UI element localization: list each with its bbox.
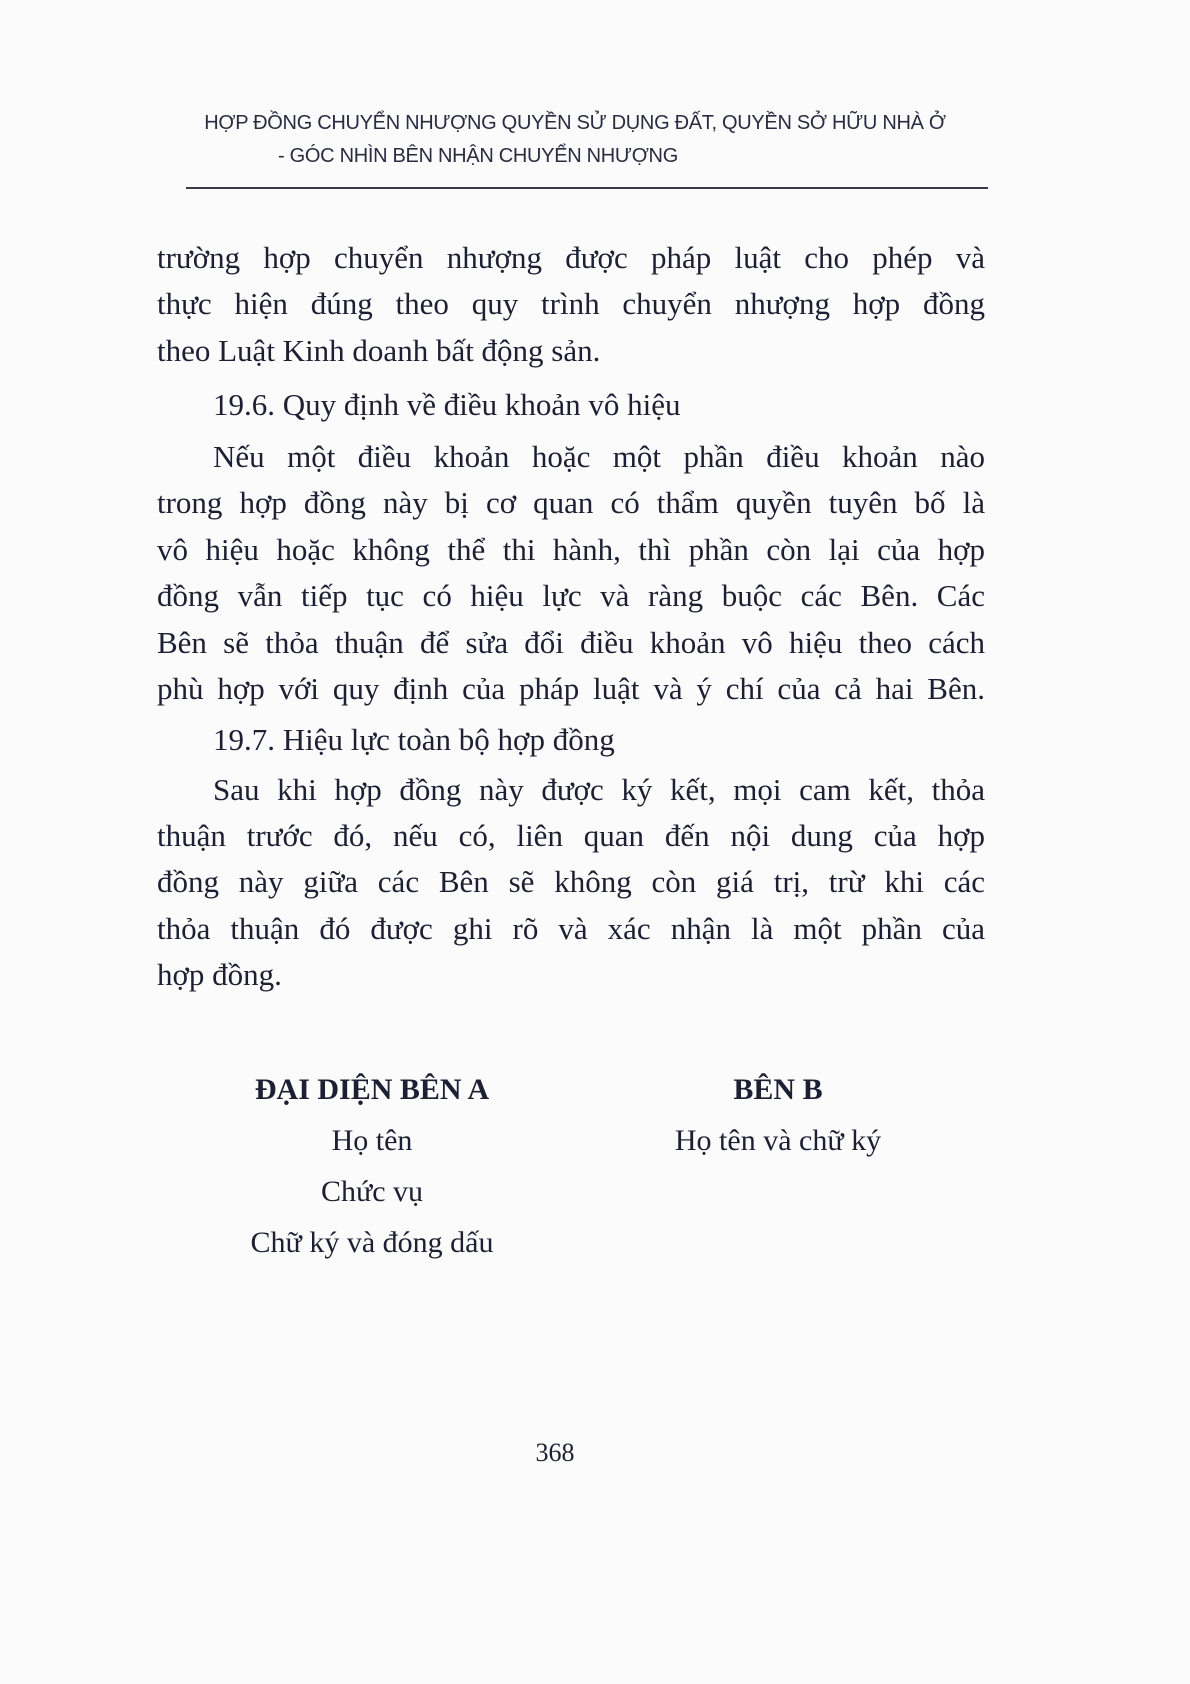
body-line: Nếu một điều khoản hoặc một phần điều khoản nào bbox=[213, 439, 985, 474]
body-line: đồng này giữa các Bên sẽ không còn giá trị, trừ khi các bbox=[157, 864, 985, 899]
body-line: trường hợp chuyển nhượng được pháp luật cho phép và bbox=[157, 240, 985, 275]
body-line: phù hợp với quy định của pháp luật và ý chí của cả hai Bên. bbox=[157, 671, 985, 706]
page-number: 368 bbox=[535, 1438, 575, 1467]
body-line: đồng vẫn tiếp tục có hiệu lực và ràng buộc các Bên. Các bbox=[157, 578, 985, 613]
signature-block-party-a bbox=[222, 1064, 522, 1268]
party-b-title: BÊN B bbox=[733, 1073, 823, 1106]
running-header-line-1: HỢP ĐỒNG CHUYỂN NHƯỢNG QUYỀN SỬ DỤNG ĐẤT, QUYỀN SỞ HỮU NHÀ Ở bbox=[204, 112, 946, 134]
running-header-line-2: - GÓC NHÌN BÊN NHẬN CHUYỂN NHƯỢNG bbox=[278, 145, 678, 167]
body-line: trong hợp đồng này bị cơ quan có thẩm quyền tuyên bố là bbox=[157, 485, 985, 520]
body-line: thuận trước đó, nếu có, liên quan đến nội dung của hợp bbox=[157, 818, 985, 853]
body-line: hợp đồng. bbox=[157, 957, 282, 992]
body-line: Sau khi hợp đồng này được ký kết, mọi cam kết, thỏa bbox=[213, 772, 985, 807]
body-line: thỏa thuận đó được ghi rõ và xác nhận là một phần của bbox=[157, 911, 985, 946]
party-b-name-signature-label: Họ tên và chữ ký bbox=[674, 1124, 882, 1157]
section-heading-19-6: 19.6. Quy định về điều khoản vô hiệu bbox=[213, 387, 681, 422]
party-a-name-label: Họ tên bbox=[331, 1124, 413, 1157]
signature-block-party-b bbox=[628, 1064, 928, 1166]
party-a-signature-label: Chữ ký và đóng dấu bbox=[250, 1226, 494, 1259]
party-a-position-label: Chức vụ bbox=[320, 1175, 424, 1208]
body-line: theo Luật Kinh doanh bất động sản. bbox=[157, 333, 601, 368]
body-line: vô hiệu hoặc không thể thi hành, thì phần còn lại của hợp bbox=[157, 532, 985, 567]
body-line: thực hiện đúng theo quy trình chuyển nhượng hợp đồng bbox=[157, 286, 985, 321]
party-a-title: ĐẠI DIỆN BÊN A bbox=[254, 1073, 490, 1106]
section-heading-19-7: 19.7. Hiệu lực toàn bộ hợp đồng bbox=[213, 722, 615, 757]
body-line: Bên sẽ thỏa thuận để sửa đổi điều khoản vô hiệu theo cách bbox=[157, 625, 985, 660]
header-divider bbox=[186, 187, 988, 189]
